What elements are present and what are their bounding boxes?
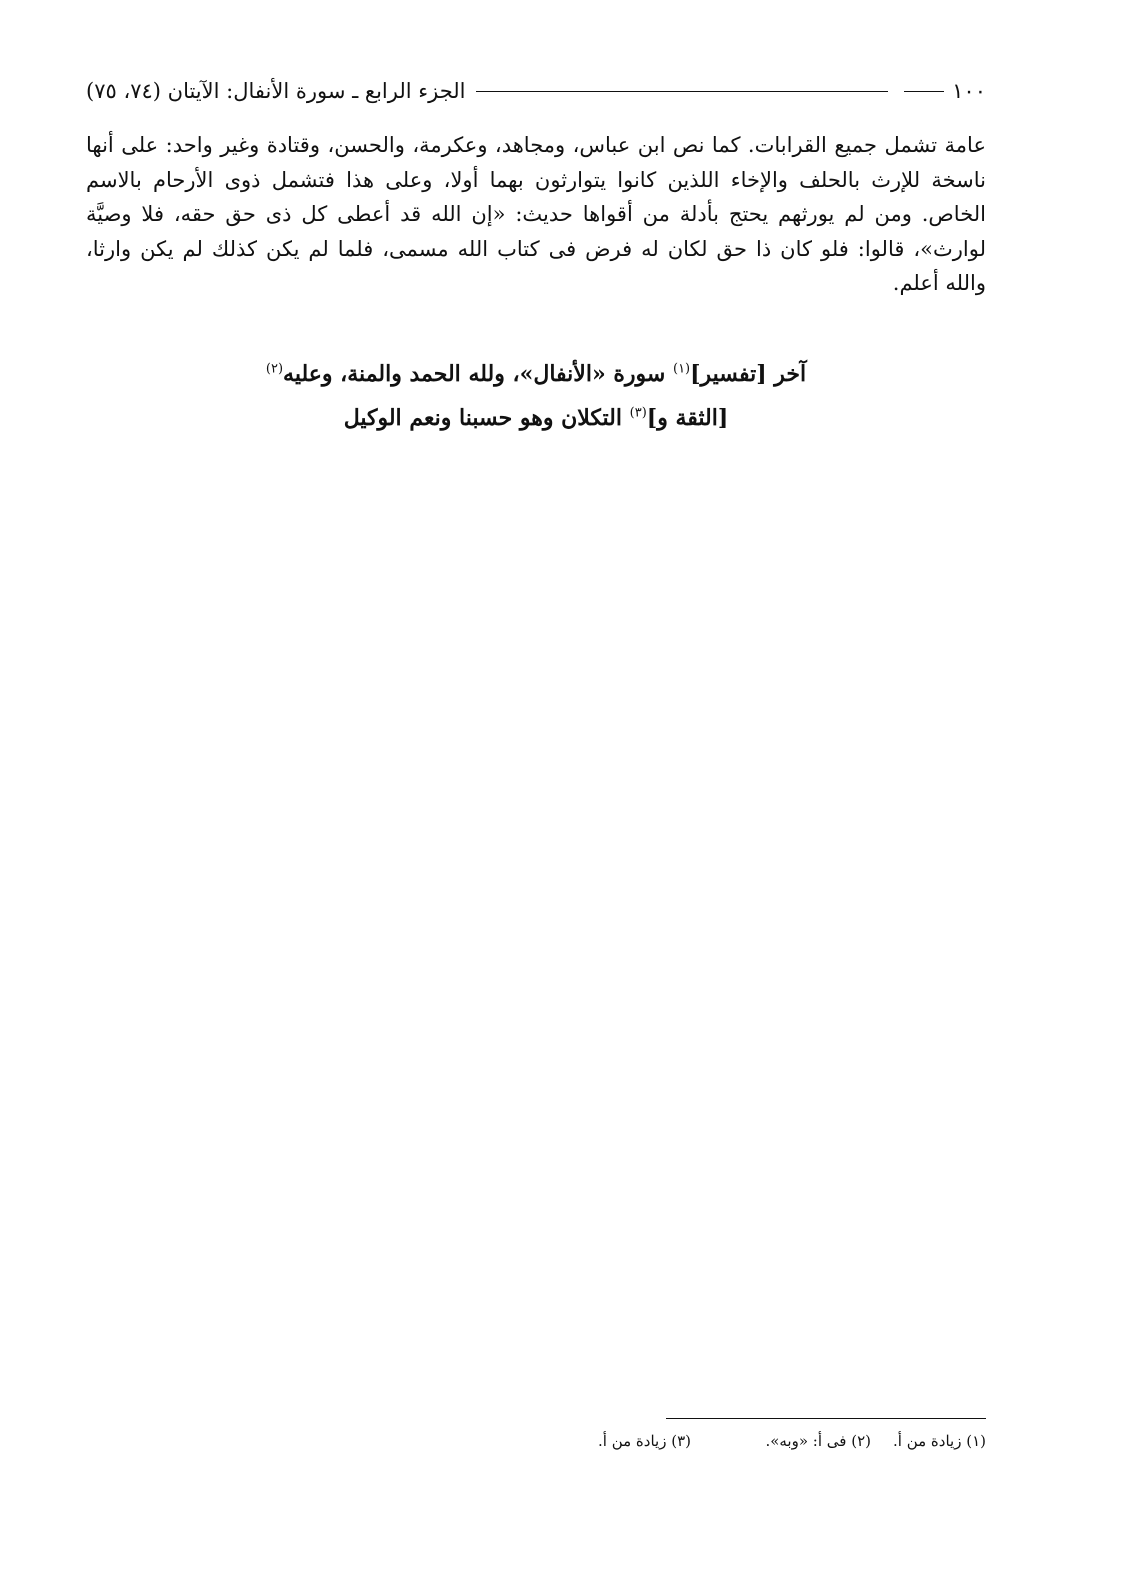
footnote-3: (٣) زيادة من أ.	[598, 1432, 691, 1450]
surah-closing-colophon	[86, 352, 986, 440]
body-paragraph: عامة تشمل جميع القرابات. كما نص ابن عباس، ومجاهد، وعكرمة، والحسن، وقتادة وغير واحد: على أنها ناسخة للإرث بالحلف والإخاء اللذين كانوا يتوارثون بهما أولا، وعلى هذا فتشمل ذوى الأرحام بالاسم الخاص. ومن لم يورثهم يحتج بأدلة من أقواها حديث: «إن الله قد أعطى كل ذى حق حقه، فلا وصيَّة لوارث»، قالوا: فلو كان ذا حق لكان له فرض فى كتاب الله مسمى، فلما لم يكن كذلك لم يكن وارثا، والله أعلم.	[86, 133, 986, 295]
footnote-marker-2: (٢)	[265, 361, 284, 377]
colophon-line-2-part-b: التكلان وهو حسبنا ونعم الوكيل	[343, 405, 630, 431]
footnote-1: (١) زيادة من أ.	[893, 1432, 986, 1450]
footnote-separator	[666, 1418, 986, 1419]
footnote-2: (٢) فى أ: «وبه».	[765, 1432, 871, 1450]
colophon-line-1-part-b: سورة «الأنفال»، ولله الحمد والمنة، وعليه	[283, 361, 673, 387]
colophon-line-2	[86, 396, 986, 440]
running-header	[86, 76, 986, 106]
footnote-marker-1: (١)	[672, 361, 691, 377]
footnote-marker-3: (٣)	[629, 405, 647, 421]
running-title: الجزء الرابع ـ سورة الأنفال: الآيتان (٧٤، ٧٥)	[86, 79, 466, 103]
page-number: ١٠٠	[952, 79, 986, 103]
colophon-line-1-part-a: آخر [تفسير]	[690, 361, 807, 387]
body-text	[86, 128, 986, 301]
footnotes	[460, 1432, 986, 1450]
header-rule-short	[904, 91, 944, 92]
colophon-line-1	[86, 352, 986, 396]
colophon-line-2-part-a: [الثقة و]	[646, 405, 729, 431]
header-rule-long	[476, 91, 889, 92]
